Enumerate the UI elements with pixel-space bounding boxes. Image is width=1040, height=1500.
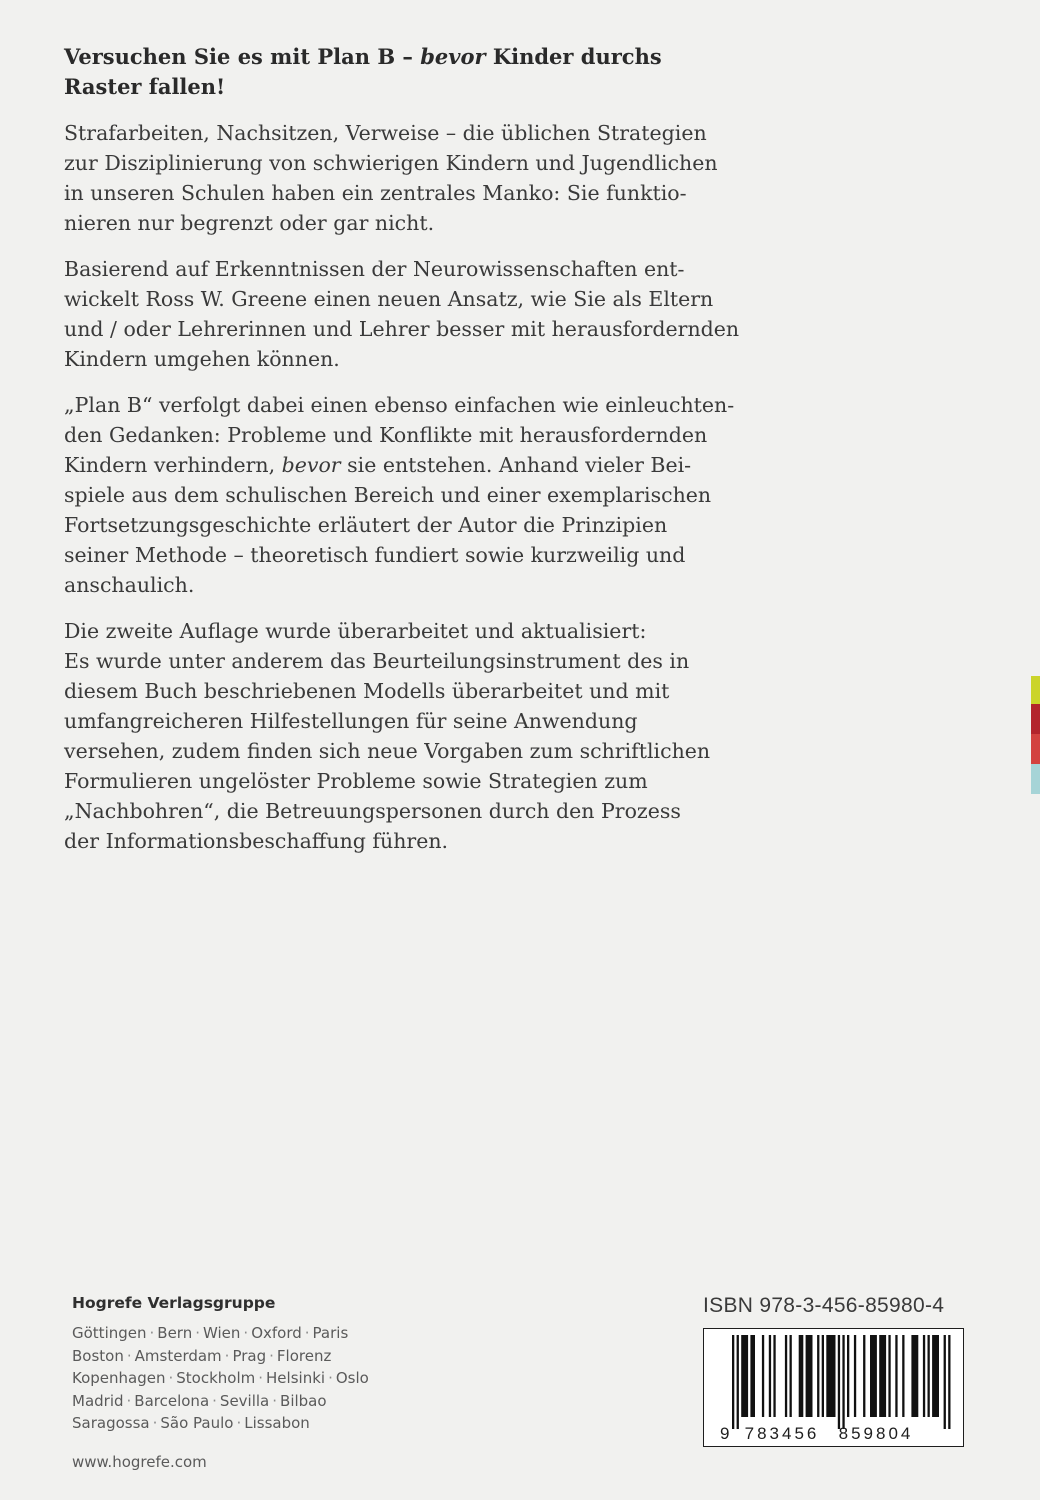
city-separator: · [149, 1324, 155, 1342]
city-separator: · [126, 1346, 132, 1365]
barcode-bar [762, 1335, 764, 1417]
color-strip-cyan [1031, 764, 1040, 794]
text-line: den Gedanken: Probleme und Konflikte mit herausfordernden [64, 423, 708, 447]
barcode-bar [826, 1335, 835, 1417]
color-strip-red [1031, 734, 1040, 764]
isbn-label: ISBN 978-3-456-85980-4 [703, 1294, 945, 1317]
barcode-bar [870, 1335, 877, 1417]
text-line: Strafarbeiten, Nachsitzen, Verweise – die üblichen Strategien [64, 121, 707, 145]
city-line [72, 1390, 369, 1413]
barcode-bar [854, 1335, 856, 1417]
city-line [72, 1367, 369, 1390]
color-strip-dark-red [1031, 704, 1040, 734]
barcode-bar [895, 1335, 897, 1417]
city-line [72, 1345, 369, 1368]
city-name: Bern [157, 1324, 193, 1342]
barcode-graphic [704, 1329, 962, 1445]
text-line: Es wurde unter anderem das Beurteilungsinstrument des in [64, 649, 690, 673]
barcode-bars [732, 1335, 951, 1429]
city-name: Göttingen [72, 1324, 147, 1342]
city-name: Madrid [72, 1391, 124, 1410]
text-line: umfangreicheren Hilfestellungen für seine Anwendung [64, 709, 638, 733]
city-separator: · [243, 1324, 249, 1342]
publisher-website: www.hogrefe.com [72, 1452, 207, 1471]
city-name: Florenz [276, 1346, 332, 1365]
barcode-bar [932, 1335, 939, 1417]
barcode-bar [799, 1335, 804, 1417]
barcode-bar [806, 1335, 813, 1417]
text-line: „Nachbohren“, die Betreuungspersonen durch den Prozess [64, 799, 681, 823]
city-separator: · [152, 1414, 158, 1432]
barcode-bar [732, 1335, 734, 1429]
blurb-paragraph-2 [64, 254, 740, 374]
text-line: Formulieren ungelöster Probleme sowie Strategien zum [64, 769, 648, 793]
city-name: Sevilla [219, 1391, 270, 1410]
barcode-bar [948, 1335, 950, 1429]
barcode-digits-right: 859804 [838, 1424, 914, 1443]
barcode-bar [773, 1335, 775, 1417]
city-name: São Paulo [160, 1414, 234, 1432]
city-separator: · [272, 1391, 278, 1410]
city-name: Saragossa [72, 1414, 150, 1432]
city-separator: · [269, 1346, 274, 1365]
text-line: und / oder Lehrerinnen und Lehrer besser mit herausfordernden [64, 317, 740, 341]
barcode-digits-left: 783456 [744, 1424, 820, 1443]
barcode-digit-first: 9 [720, 1424, 730, 1443]
blurb-paragraph-3 [64, 390, 735, 600]
blurb-paragraph-1 [64, 118, 718, 238]
city-separator: · [126, 1391, 132, 1410]
city-name: Amsterdam [134, 1346, 222, 1365]
city-separator: · [328, 1369, 333, 1387]
text-line: versehen, zudem finden sich neue Vorgaben zum schriftlichen [64, 739, 711, 763]
city-name: Kopenhagen [72, 1369, 166, 1387]
publisher-block [72, 1293, 369, 1472]
city-name: Helsinki [266, 1369, 326, 1387]
text-line: Kindern verhindern, bevor sie entstehen. Anhand vieler Bei- [64, 453, 692, 477]
publisher-name: Hogrefe Verlagsgruppe [72, 1294, 276, 1312]
city-separator: · [224, 1346, 230, 1365]
city-name: Barcelona [134, 1391, 210, 1410]
text-line: in unseren Schulen haben ein zentrales Manko: Sie funktio- [64, 181, 687, 205]
headline-line: Raster fallen! [64, 74, 226, 99]
blurb-paragraph-4 [64, 616, 711, 856]
barcode-bar [790, 1335, 792, 1417]
city-name: Bilbao [280, 1391, 327, 1410]
color-strip-yellow [1031, 676, 1040, 704]
text-line: der Informationsbeschaffung führen. [64, 829, 449, 853]
city-line [72, 1412, 369, 1435]
barcode-bar [888, 1335, 890, 1417]
isbn-barcode [703, 1328, 964, 1447]
city-separator: · [258, 1369, 264, 1387]
city-name: Wien [203, 1324, 241, 1342]
barcode-bar [944, 1335, 946, 1429]
barcode-bar [750, 1335, 755, 1417]
city-separator: · [212, 1391, 217, 1410]
text-line: spiele aus dem schulischen Bereich und einer exemplarischen [64, 483, 712, 507]
barcode-bar [817, 1335, 819, 1417]
barcode-bar [737, 1335, 739, 1429]
barcode-bar [923, 1335, 925, 1417]
barcode-bar [838, 1335, 840, 1429]
barcode-bar [769, 1335, 771, 1417]
barcode-bar [741, 1335, 748, 1417]
publisher-cities [72, 1322, 369, 1435]
text-line: nieren nur begrenzt oder gar nicht. [64, 211, 435, 235]
barcode-bar [863, 1335, 865, 1417]
barcode-bar [822, 1335, 824, 1417]
barcode-bar [785, 1335, 787, 1417]
text-line: „Plan B“ verfolgt dabei einen ebenso einfachen wie einleuchten- [64, 393, 735, 417]
text-line: Basierend auf Erkenntnissen der Neurowissenschaften ent- [64, 257, 685, 281]
barcode-bar [879, 1335, 886, 1417]
city-line [72, 1322, 369, 1345]
city-name: Stockholm [176, 1369, 256, 1387]
text-line: Fortsetzungsgeschichte erläutert der Autor die Prinzipien [64, 513, 668, 537]
back-cover-blurb [64, 42, 740, 872]
city-name: Paris [312, 1324, 349, 1342]
barcode-bar [847, 1335, 849, 1417]
city-separator: · [304, 1324, 310, 1342]
text-line: wickelt Ross W. Greene einen neuen Ansatz, wie Sie als Eltern [64, 287, 714, 311]
city-separator: · [195, 1324, 200, 1342]
barcode-bar [928, 1335, 930, 1417]
city-name: Oxford [251, 1324, 302, 1342]
barcode-bar [902, 1335, 904, 1417]
city-name: Oslo [335, 1369, 369, 1387]
text-line: zur Disziplinierung von schwierigen Kindern und Jugendlichen [64, 151, 718, 175]
text-line: anschaulich. [64, 573, 195, 597]
city-name: Lissabon [244, 1414, 310, 1432]
text-line: seiner Methode – theoretisch fundiert sowie kurzweilig und [64, 543, 686, 567]
city-separator: · [168, 1369, 174, 1387]
city-separator: · [236, 1414, 242, 1432]
blurb-headline [64, 42, 684, 102]
city-name: Boston [72, 1346, 124, 1365]
city-name: Prag [232, 1346, 267, 1365]
headline-line: Versuchen Sie es mit Plan B – bevor Kinder durchs [64, 44, 662, 69]
text-line: Die zweite Auflage wurde überarbeitet und aktualisiert: [64, 619, 647, 643]
text-line: Kindern umgehen können. [64, 347, 340, 371]
barcode-bar [842, 1335, 844, 1429]
text-line: diesem Buch beschriebenen Modells überarbeitet und mit [64, 679, 670, 703]
barcode-bar [911, 1335, 918, 1417]
